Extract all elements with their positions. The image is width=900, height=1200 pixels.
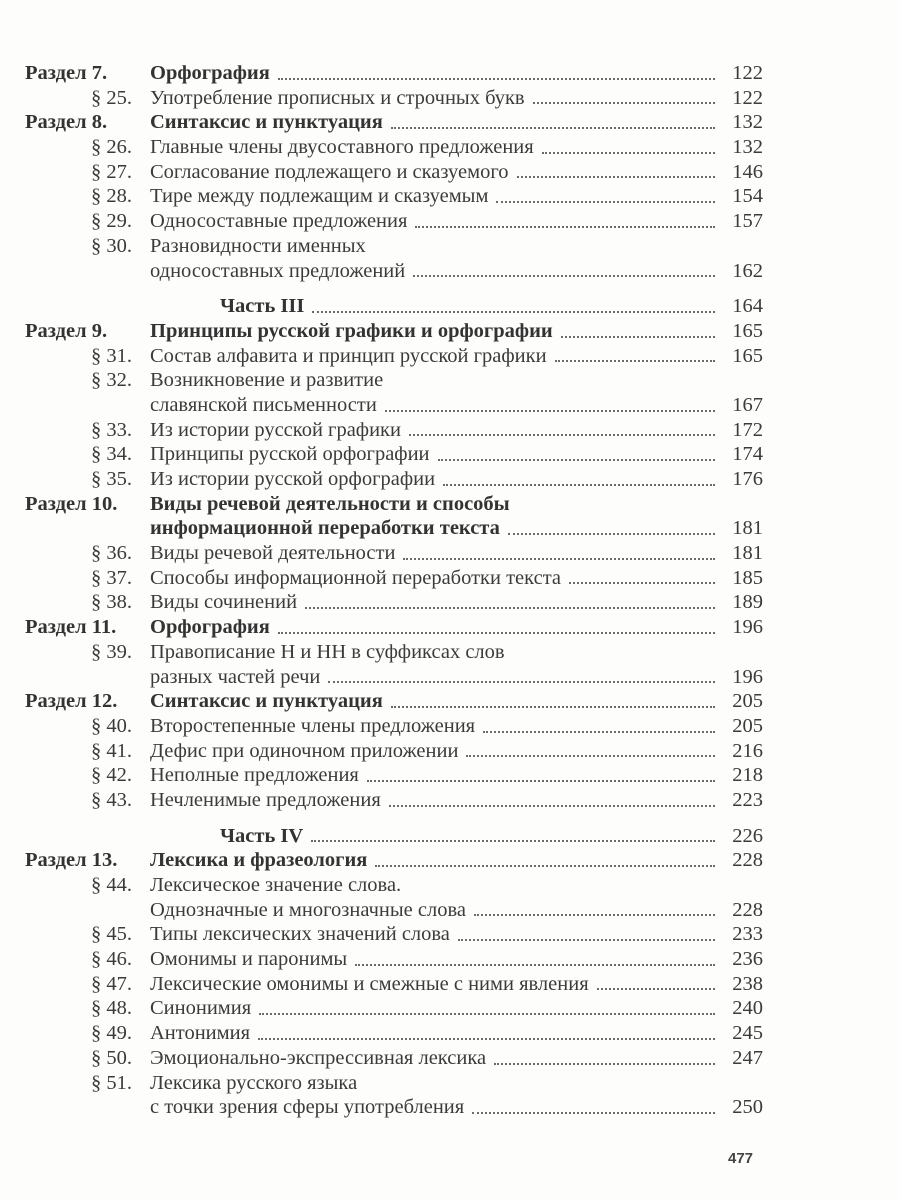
toc-entry[interactable] [25,1071,763,1096]
toc-entry[interactable] [25,1021,763,1046]
entry-number: § 29. [91,210,132,233]
entry-page: 157 [732,210,763,233]
dot-leader [542,152,715,154]
entry-title: Омонимы и паронимы [150,948,348,971]
entry-title: Виды речевой деятельности [150,542,396,565]
dot-leader [438,459,715,461]
entry-title: Употребление прописных и строчных букв [150,86,525,109]
dot-leader [415,226,715,228]
entry-title: разных частей речи [150,665,321,688]
toc-entry[interactable] [25,665,763,690]
entry-title: Дефис при одиночном приложении [150,739,459,762]
dot-leader [443,484,715,486]
toc-entry[interactable] [25,590,763,615]
entry-page: 172 [732,418,763,441]
entry-number: § 46. [91,948,132,971]
entry-title: Из истории русской орфографии [150,468,436,490]
entry-page: 247 [732,1046,763,1069]
entry-number: § 27. [91,160,132,183]
entry-page: 165 [732,344,763,367]
entry-title: Состав алфавита и принцип русской графики [150,344,547,367]
entry-number: § 37. [91,566,132,589]
entry-number: Раздел 9. [25,319,108,342]
toc-entry[interactable] [25,541,763,566]
entry-page: 122 [732,62,763,84]
entry-title: односоставных предложений [150,259,406,282]
toc-entry[interactable] [25,61,763,86]
entry-title: с точки зрения сферы употребления [150,1096,465,1119]
dot-leader [278,78,715,80]
dot-leader [391,706,715,708]
entry-title: Тире между подлежащим и сказуемым [150,185,489,208]
entry-title: Однозначные и многозначные слова [150,898,466,921]
entry-page: 176 [732,468,763,490]
entry-number: § 40. [91,714,132,737]
entry-title: Способы информационной переработки текста [150,566,562,589]
dot-leader [508,533,715,535]
entry-number: § 38. [91,591,132,614]
entry-page: 181 [732,542,763,565]
entry-page: 228 [732,898,763,921]
entry-page: 238 [732,972,763,995]
toc-entry[interactable] [25,848,763,873]
entry-number: § 30. [91,234,132,257]
entry-number: Раздел 11. [25,616,117,639]
toc-entry[interactable] [25,996,763,1021]
dot-leader [483,731,715,733]
toc-entry[interactable] [25,160,763,185]
entry-number: Раздел 13. [25,849,118,872]
toc-entry[interactable] [25,873,763,898]
dot-leader [258,1038,715,1040]
toc-entry[interactable] [25,689,763,714]
entry-number: Раздел 12. [25,690,118,713]
toc-entry[interactable] [25,640,763,665]
entry-number: § 35. [91,468,132,490]
table-of-contents [25,61,763,1120]
dot-leader [413,275,715,277]
entry-page: 240 [732,997,763,1020]
entry-page: 164 [732,295,763,318]
entry-number: § 51. [91,1071,132,1094]
toc-entry[interactable] [25,110,763,135]
dot-leader [458,939,715,941]
toc-entry[interactable] [25,972,763,997]
toc-entry[interactable] [25,615,763,640]
dot-leader [474,914,715,916]
toc-entry[interactable] [25,739,763,764]
toc-entry[interactable] [25,922,763,947]
entry-title: Синтаксис и пунктуация [150,111,383,134]
entry-number: Раздел 8. [25,111,108,134]
toc-entry[interactable] [25,234,763,259]
entry-number: § 26. [91,136,132,159]
dot-leader [597,988,715,990]
entry-page: 196 [732,665,763,688]
entry-number: § 44. [91,874,132,896]
toc-entry[interactable] [25,135,763,160]
entry-number: § 49. [91,1022,132,1045]
dot-leader [409,434,715,436]
entry-number: § 39. [91,640,132,663]
entry-number: § 31. [91,344,132,367]
dot-leader [391,127,715,129]
toc-entry[interactable] [25,319,763,344]
entry-page: 223 [732,788,763,811]
dot-leader [517,176,715,178]
dot-leader [278,632,715,634]
entry-title: Синтаксис и пунктуация [150,690,383,713]
entry-title: Главные члены двусоставного предложения [150,136,534,159]
entry-page: 196 [732,616,763,639]
dot-leader [403,558,715,560]
entry-page: 250 [732,1096,763,1119]
entry-page: 165 [732,319,763,342]
entry-page: 189 [732,591,763,614]
dot-leader [569,582,715,584]
toc-entry[interactable] [25,294,763,319]
toc-entry[interactable] [25,184,763,209]
entry-page: 233 [732,923,763,946]
dot-leader [355,964,715,966]
entry-title: Орфография [150,616,270,639]
entry-number: § 25. [91,86,132,109]
entry-title: Односоставные предложения [150,210,408,233]
toc-entry[interactable] [25,467,763,492]
entry-number: § 47. [91,972,132,995]
dot-leader [311,840,715,842]
entry-number: § 45. [91,923,132,946]
entry-page: 122 [732,86,763,109]
dot-leader [305,607,715,609]
dot-leader [555,360,715,362]
entry-title: Неполные предложения [150,764,359,787]
entry-number: § 28. [91,185,132,208]
entry-title: Согласование подлежащего и сказуемого [150,160,509,183]
toc-entry[interactable] [25,344,763,369]
entry-page: 205 [732,714,763,737]
entry-title: Из истории русской графики [150,418,401,441]
entry-page: 162 [732,259,763,282]
entry-number: § 50. [91,1046,132,1069]
entry-page: 236 [732,948,763,971]
entry-title: Возникновение и развитие [150,369,384,392]
toc-entry[interactable] [25,516,763,541]
entry-page: 146 [732,160,763,183]
entry-page: 132 [732,136,763,159]
toc-entry[interactable] [25,947,763,972]
entry-title: Лексика и фразеология [150,849,368,872]
page-number: 477 [728,1150,754,1167]
entry-title: Разновидности именных [150,234,366,257]
entry-page: 205 [732,690,763,713]
entry-title: Лексическое значение слова. [150,874,402,896]
entry-number: § 42. [91,764,132,787]
entry-title: Второстепенные члены предложения [150,714,476,737]
entry-title: Лексика русского языка [150,1071,358,1094]
entry-page: 185 [732,566,763,589]
entry-title: Эмоционально-экспрессивная лексика [150,1046,487,1069]
toc-entry[interactable] [25,1046,763,1071]
toc-entry[interactable] [25,1095,763,1120]
dot-leader [494,1063,715,1065]
entry-title: Виды речевой деятельности и способы [150,492,510,515]
entry-number: § 32. [91,369,132,392]
entry-number: § 43. [91,788,132,811]
entry-number: § 41. [91,739,132,762]
entry-page: 226 [732,824,763,847]
entry-title: Правописание Н и НН в суффиксах слов [150,640,505,663]
entry-title: Лексические омонимы и смежные с ними явления [150,972,589,995]
entry-number: § 48. [91,997,132,1020]
toc-entry[interactable] [25,393,763,418]
entry-page: 174 [732,443,763,466]
dot-leader [375,865,715,867]
entry-title: Принципы русской орфографии [150,443,430,466]
entry-number: § 33. [91,418,132,441]
dot-leader [367,780,715,782]
toc-entry[interactable] [25,259,763,284]
toc-entry[interactable] [25,566,763,591]
entry-title: Антонимия [150,1022,251,1045]
entry-title: Синонимия [150,997,252,1020]
entry-page: 228 [732,849,763,872]
toc-entry[interactable] [25,824,763,849]
entry-title: Виды сочинений [150,591,298,614]
toc-entry[interactable] [25,209,763,234]
toc-entry[interactable] [25,368,763,393]
toc-entry[interactable] [25,714,763,739]
dot-leader [561,336,715,338]
entry-page: 167 [732,393,763,416]
dot-leader [466,755,715,757]
entry-title: славянской письменности [150,393,377,416]
entry-number: Раздел 10. [25,492,118,515]
dot-leader [385,410,715,412]
toc-entry[interactable] [25,788,763,813]
toc-entry[interactable] [25,86,763,111]
dot-leader [328,681,715,683]
dot-leader [472,1112,715,1114]
toc-entry[interactable] [25,442,763,467]
entry-title: Принципы русской графики и орфографии [150,319,553,342]
dot-leader [389,805,715,807]
entry-title: информационной переработки текста [150,517,500,540]
entry-page: 245 [732,1022,763,1045]
entry-title: Нечленимые предложения [150,788,381,811]
entry-number: § 36. [91,542,132,565]
entry-page: 154 [732,185,763,208]
entry-page: 132 [732,111,763,134]
entry-title: Орфография [150,62,270,84]
entry-page: 181 [732,517,763,540]
dot-leader [312,311,715,313]
entry-page: 216 [732,739,763,762]
dot-leader [496,201,715,203]
entry-page: 218 [732,764,763,787]
toc-entry[interactable] [25,492,763,517]
entry-number: § 34. [91,443,132,466]
entry-title: Типы лексических значений слова [150,923,450,946]
entry-title: Часть III [220,295,305,318]
toc-entry[interactable] [25,418,763,443]
dot-leader [259,1013,715,1015]
entry-number: Раздел 7. [25,62,108,84]
toc-entry[interactable] [25,898,763,923]
entry-title: Часть IV [220,824,304,847]
toc-entry[interactable] [25,763,763,788]
dot-leader [533,102,715,104]
